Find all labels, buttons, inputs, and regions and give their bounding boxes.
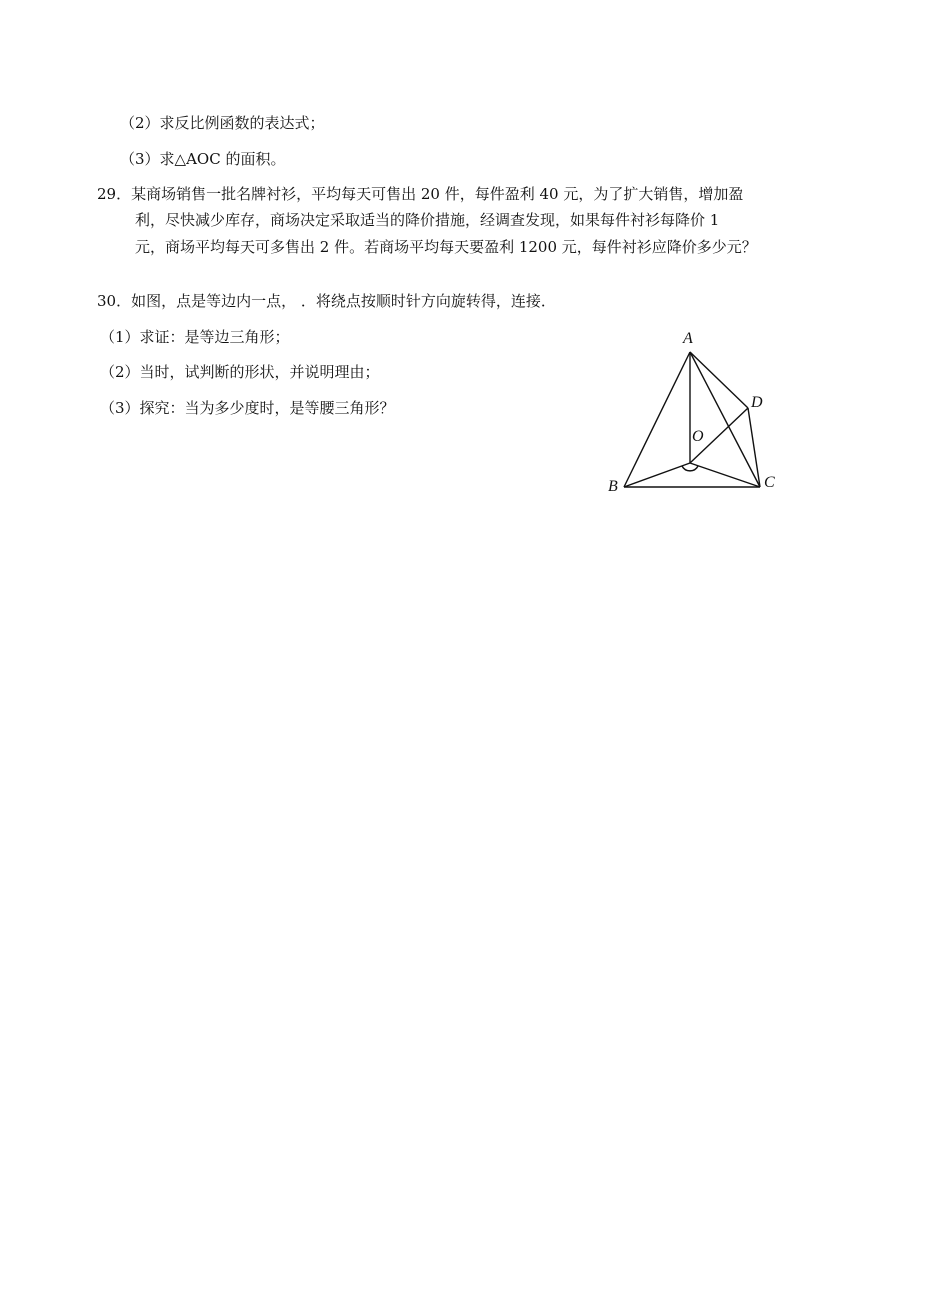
label-o: O xyxy=(692,428,704,445)
q30-part1: （1）求证：是等边三角形； xyxy=(100,328,290,346)
q30-part2: （2）当时，试判断的形状，并说明理由； xyxy=(100,363,380,381)
label-c: C xyxy=(764,474,775,491)
q28-part2: （2）求反比例函数的表达式； xyxy=(120,114,325,132)
q29-line2: 利，尽快减少库存，商场决定采取适当的降价措施，经调查发现，如果每件衬衫每降价 1 xyxy=(135,211,720,229)
q29-line3: 元，商场平均每天可多售出 2 件。若商场平均每天要盈利 1200 元，每件衬衫应降价多少元？ xyxy=(135,238,757,256)
segment-ad xyxy=(690,352,748,408)
geometry-figure xyxy=(600,325,790,500)
q29-line1: 29．某商场销售一批名牌衬衫，平均每天可售出 20 件，每件盈利 40 元，为了扩大销售，增加盈 xyxy=(97,185,744,203)
q30-part3: （3）探究：当为多少度时，是等腰三角形？ xyxy=(100,399,395,417)
q28-part3: （3）求△AOC 的面积。 xyxy=(120,150,286,168)
label-a: A xyxy=(683,330,693,347)
angle-arc-o xyxy=(682,466,698,471)
label-b: B xyxy=(608,478,618,495)
label-d: D xyxy=(751,394,763,411)
q30-stem: 30．如图，点是等边内一点， ．将绕点按顺时针方向旋转得，连接． xyxy=(97,292,556,310)
